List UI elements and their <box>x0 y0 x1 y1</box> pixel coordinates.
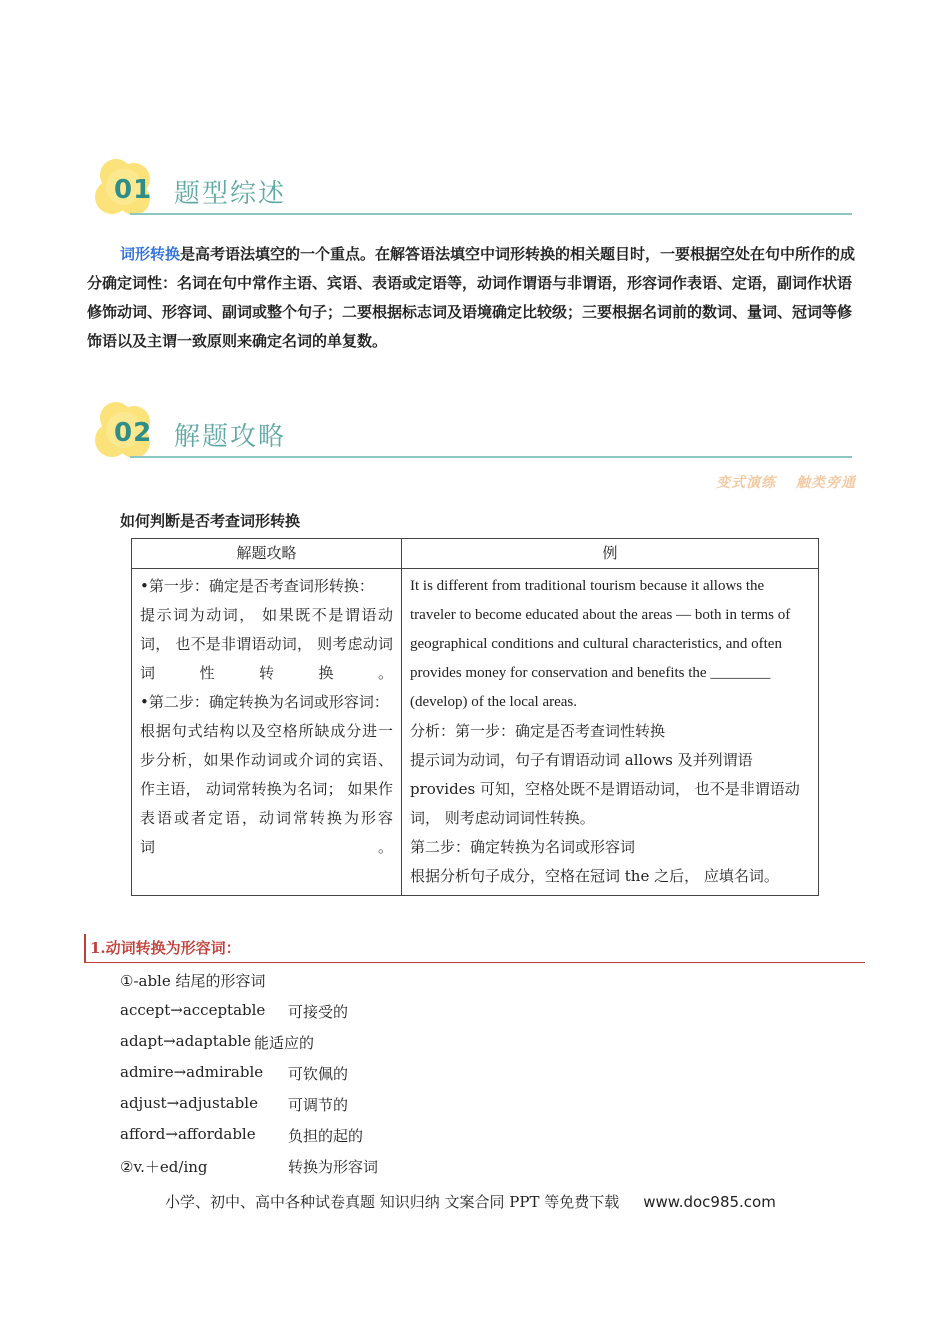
section-tagline: 变式演练 触类旁通 <box>716 475 856 491</box>
example-cell <box>402 569 819 896</box>
heading-verb-to-adjective <box>84 934 865 963</box>
analysis-step2-title: 第二步：确定转换为名词或形容词 <box>410 838 636 856</box>
intro-highlight: 词形转换 <box>120 245 181 263</box>
section-title: 解题攻略 <box>174 422 287 452</box>
vocab-word: ①-able 结尾的形容词 <box>120 972 266 990</box>
vocab-meaning: 可接受的 <box>288 1003 349 1021</box>
example-text: It is different from traditional tourism because it allows the traveler to become educated about the areas — both in terms of geographical conditions and cultural characteristics, and often provides money for conservation and benefits the ________ (develop) of the local areas. <box>410 578 791 710</box>
table-header-row <box>132 539 819 569</box>
analysis-step1-body: 提示词为动词，句子有谓语动词 allows 及并列谓语 provides 可知，空格处既不是谓语动词， 也不是非谓语动词， 则考虑动词词性转换。 <box>410 751 800 827</box>
vocab-word: ②v.＋ed/ing <box>120 1158 208 1176</box>
step1-body: 提示词为动词， 如果既不是谓语动词， 也不是非谓语动词， 则考虑动词词性转换。 <box>140 606 393 682</box>
vocab-meaning: 可调节的 <box>288 1096 349 1114</box>
table-header-strategy: 解题攻略 <box>132 539 402 569</box>
vocab-word: accept→acceptable <box>120 1001 266 1019</box>
strategy-cell <box>132 569 402 896</box>
footer-url[interactable]: www.doc985.com <box>643 1193 776 1211</box>
vocab-meaning: 能适应的 <box>254 1034 315 1052</box>
section-number: 02 <box>114 418 153 448</box>
vocab-meaning: 负担的起的 <box>288 1127 364 1145</box>
page-footer <box>165 1191 776 1212</box>
vocab-word: admire→admirable <box>120 1063 264 1081</box>
table-header-example: 例 <box>402 539 819 569</box>
section-header-overview <box>92 157 852 227</box>
section-divider <box>130 213 852 215</box>
table-row <box>132 569 819 896</box>
step2-body: 根据句式结构以及空格所缺成分进一步分析，如果作动词或介词的宾语、作主语， 动词常转换为名词； 如果作表语或者定语，动词常转换为形容词。 <box>140 722 393 856</box>
intro-paragraph <box>87 240 863 356</box>
section-title: 题型综述 <box>174 179 287 209</box>
vocab-meaning: 转换为形容词 <box>288 1158 379 1176</box>
section-header-strategy <box>92 400 852 470</box>
footer-text: 小学、初中、高中各种试卷真题 知识归纳 文案合同 PPT 等免费下载 <box>165 1193 620 1211</box>
subsection-title: 如何判断是否考查词形转换 <box>120 512 301 530</box>
heading-text: 1.动词转换为形容词： <box>90 939 241 957</box>
vocab-word: adapt→adaptable <box>120 1032 252 1050</box>
section-number: 01 <box>114 175 153 205</box>
step2-title: •第二步：确定转换为名词或形容词： <box>140 693 389 711</box>
vocab-meaning: 可钦佩的 <box>288 1065 349 1083</box>
analysis-step2-body: 根据分析句子成分，空格在冠词 the 之后， 应填名词。 <box>410 867 779 885</box>
vocab-word: afford→affordable <box>120 1125 256 1143</box>
analysis-step1-title: 分析：第一步：确定是否考查词性转换 <box>410 722 666 740</box>
strategy-table <box>131 538 819 896</box>
intro-text: 是高考语法填空的一个重点。在解答语法填空中词形转换的相关题目时，一要根据空处在句中所作的成分确定词性：名词在句中常作主语、宾语、表语或定语等，动词作谓语与非谓语，形容词作表语、定语，副词作状语修饰动词、形容词、副词或整个句子；二要根据标志词及语境确定比较级；三要根据名词前的数词、量词、冠词等修饰语以及主谓一致原则来确定名词的单复数。 <box>87 245 856 350</box>
vocab-word: adjust→adjustable <box>120 1094 258 1112</box>
section-divider <box>130 456 852 458</box>
step1-title: •第一步：确定是否考查词形转换： <box>140 577 374 595</box>
